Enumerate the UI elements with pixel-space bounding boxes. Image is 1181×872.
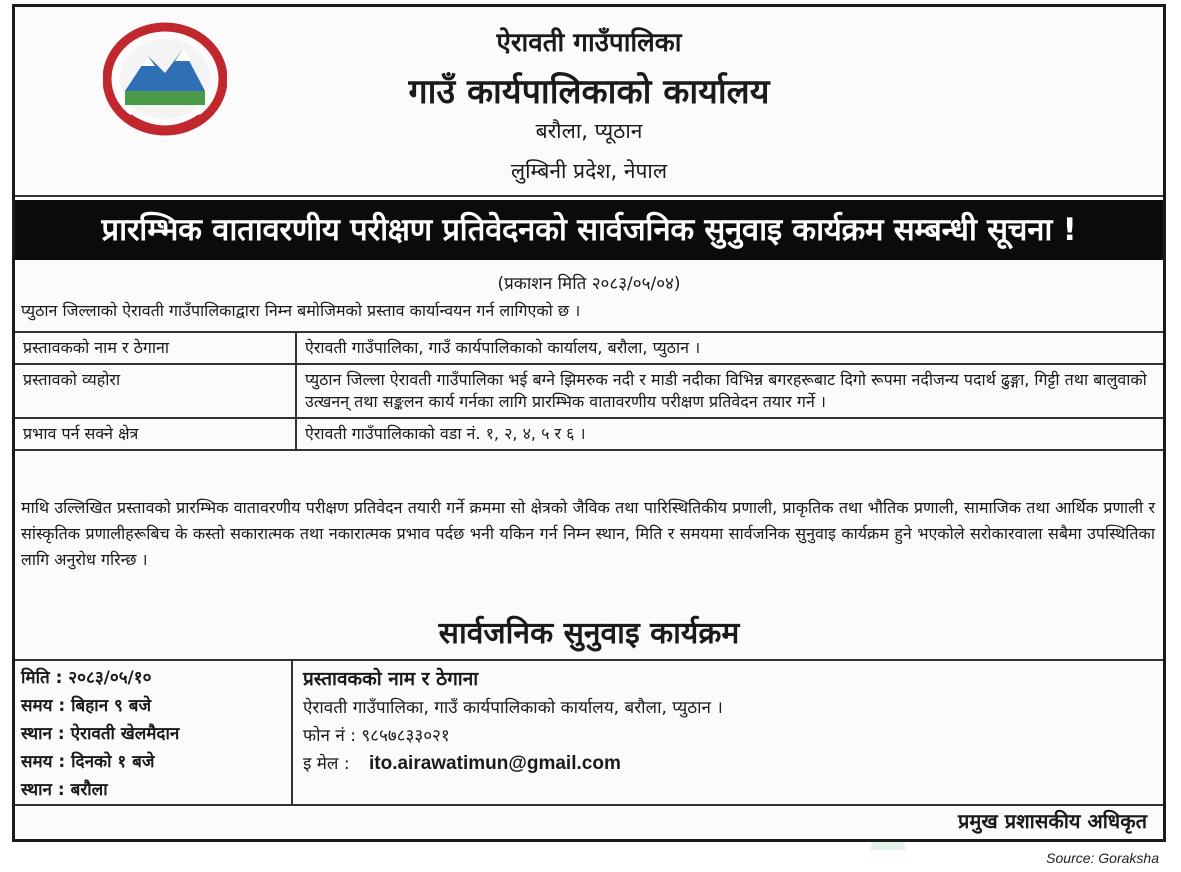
schedule-venue-2: स्थान : बरौला <box>21 780 108 800</box>
notice-title-banner: प्रारम्भिक वातावरणीय परीक्षण प्रतिवेदनको सार्वजनिक सुनुवाइ कार्यक्रम सम्बन्धी सूचना ! <box>15 200 1163 260</box>
proposer-email-row <box>303 751 621 775</box>
detail-key: प्रस्तावकको नाम र ठेगाना <box>15 332 296 364</box>
signature-title: प्रमुख प्रशासकीय अधिकृत <box>958 809 1147 833</box>
email-link[interactable]: ito.airawatimun@gmail.com <box>368 753 621 774</box>
detail-value: ऐरावती गाउँपालिकाको वडा नं. १, २, ४, ५ र ६ । <box>296 418 1163 450</box>
publication-date: (प्रकाशन मिति २०८३/०५/०४) <box>497 274 681 294</box>
proposer-phone: फोन नं : ९८५७८३३०२१ <box>303 726 450 746</box>
details-table <box>15 331 1163 451</box>
table-row <box>15 332 1163 364</box>
schedule-time-1: समय : बिहान ९ बजे <box>21 696 152 716</box>
intro-text: प्युठान जिल्लाको ऐरावती गाउँपालिकाद्वारा निम्न बमोजिमको प्रस्ताव कार्यान्वयन गर्न लागिएको छ । <box>21 301 581 320</box>
notice-frame <box>12 4 1166 842</box>
program-title: सार्वजनिक सुनुवाइ कार्यक्रम <box>438 616 740 651</box>
detail-key: प्रस्तावको व्यहोरा <box>15 364 296 418</box>
schedule-time-2: समय : दिनको १ बजे <box>21 752 155 772</box>
office-name: गाउँ कार्यपालिकाको कार्यालय <box>408 72 770 112</box>
source-credit: Source: Goraksha <box>1046 850 1159 866</box>
table-row <box>15 364 1163 418</box>
notice-header <box>15 7 1163 197</box>
proposer-heading: प्रस्तावकको नाम र ठेगाना <box>303 668 479 690</box>
detail-key: प्रभाव पर्न सक्ने क्षेत्र <box>15 418 296 450</box>
program-schedule <box>15 661 293 804</box>
email-label: इ मेल : <box>303 754 350 774</box>
schedule-date: मिति : २०८३/०५/१० <box>21 668 152 688</box>
schedule-venue-1: स्थान : ऐरावती खेलमैदान <box>21 724 180 744</box>
notice-paragraph: माथि उल्लिखित प्रस्तावको प्रारम्भिक वातावरणीय परीक्षण प्रतिवेदन तयारी गर्ने क्रममा सो क्षेत्रको जैविक तथा पारिस्थितिकीय प्रणाली, प्राकृतिक तथा भौतिक प्रणाली, सामाजिक तथा आर्थिक प्रणाली र सांस्कृतिक प्रणालीहरूबिच के कस्तो सकारात्मक तथा नकारात्मक प्रभाव पर्दछ भनी यकिन गर्न निम्न स्थान, मिति र समयमा सार्वजनिक सुनुवाइ कार्यक्रम हुने भएकोले सरोकारवाला सबैमा उपस्थितिका लागि अनुरोध गरिन्छ । <box>21 498 1155 569</box>
proposer-address: ऐरावती गाउँपालिका, गाउँ कार्यपालिकाको कार्यालय, बरौला, प्युठान । <box>303 698 723 718</box>
table-row <box>15 418 1163 450</box>
proposer-contact <box>303 661 1153 804</box>
municipality-name: ऐरावती गाउँपालिका <box>496 28 682 58</box>
office-location: बरौला, प्यूठान <box>535 119 643 143</box>
detail-value: ऐरावती गाउँपालिका, गाउँ कार्यपालिकाको कार्यालय, बरौला, प्युठान । <box>296 332 1163 364</box>
program-details <box>15 659 1163 806</box>
province-name: लुम्बिनी प्रदेश, नेपाल <box>510 159 668 183</box>
detail-value: प्युठान जिल्ला ऐरावती गाउँपालिका भई बग्ने झिमरुक नदी र माडी नदीका विभिन्न बगरहरूबाट दिगो रूपमा नदीजन्य पदार्थ ढुङ्गा, गिट्टी तथा बालुवाको उत्खनन् तथा सङ्कलन कार्य गर्नका लागि प्रारम्भिक वातावरणीय परीक्षण प्रतिवेदन तयार गर्ने । <box>296 364 1163 418</box>
